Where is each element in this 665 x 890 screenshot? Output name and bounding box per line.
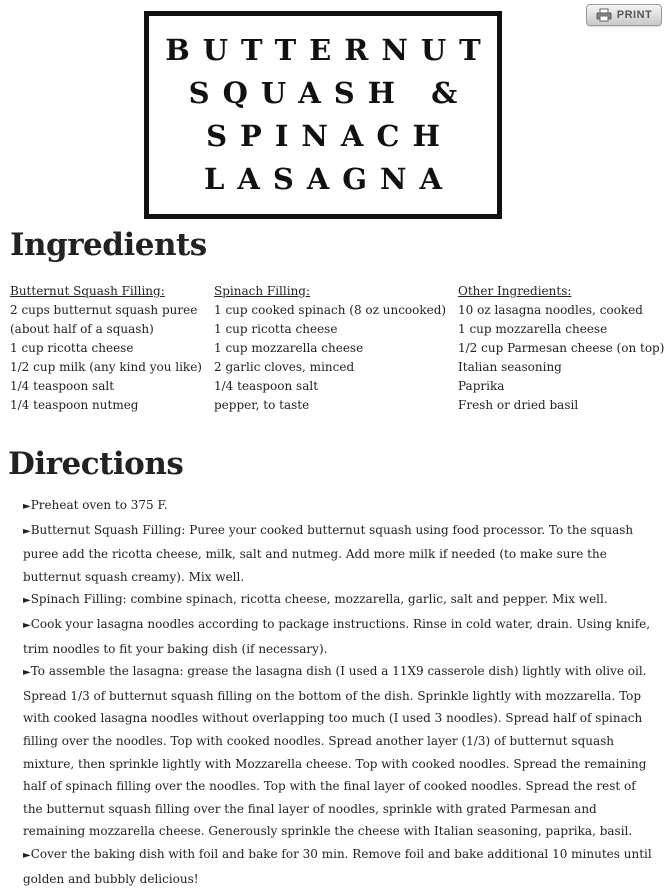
bullet-icon: ► <box>23 667 31 679</box>
ingredient-item: 1 cup ricotta cheese <box>10 341 134 355</box>
ingredient-item: 1/4 teaspoon salt <box>10 379 115 393</box>
bullet-icon: ► <box>23 525 31 537</box>
ingredients-heading: Ingredients <box>10 227 207 263</box>
title-line-4: LASAGNA <box>203 162 456 196</box>
direction-text: Cook your lasagna noodles according to package instructions. Rinse in cold water, drain. Using knife, trim noodles to fit your baking dish (if necessary). <box>23 616 651 656</box>
direction-text: Spinach Filling: combine spinach, ricotta cheese, mozzarella, garlic, salt and pepper. Mix well. <box>30 592 608 607</box>
ingredient-column-butternut <box>10 282 202 415</box>
ingredient-item: 1/2 cup milk (any kind you like) <box>10 360 202 374</box>
direction-step <box>23 588 653 613</box>
ingredient-item: 1 cup cooked spinach (8 oz uncooked) <box>214 303 447 317</box>
ingredient-item: 1/4 teaspoon nutmeg <box>10 398 139 412</box>
bullet-icon: ► <box>23 849 31 861</box>
ingredient-item: 1 cup mozzarella cheese <box>214 341 364 355</box>
direction-text: Preheat oven to 375 F. <box>30 498 168 512</box>
ingredient-item: 1/4 teaspoon salt <box>214 379 319 393</box>
title-line-3: SPINACH <box>206 119 453 153</box>
bullet-icon: ► <box>23 501 31 512</box>
ingredient-item: 10 oz lasagna noodles, cooked <box>458 303 643 317</box>
printer-icon <box>596 8 612 22</box>
ingredient-item: 1/2 cup Parmesan cheese (on top) <box>458 341 665 355</box>
direction-step <box>23 843 653 890</box>
ingredient-column-other <box>458 282 664 415</box>
ingredient-item: 2 cups butternut squash puree <box>10 303 198 317</box>
ingredient-item: Italian seasoning <box>458 360 562 374</box>
bullet-icon: ► <box>23 595 31 607</box>
direction-step <box>23 494 653 519</box>
ingredient-item: 2 garlic cloves, minced <box>214 360 355 374</box>
directions-heading: Directions <box>8 446 184 482</box>
direction-step <box>23 660 653 843</box>
title-line-2: SQUASH & <box>188 76 471 110</box>
column-heading: Other Ingredients: <box>458 284 572 298</box>
ingredient-item: pepper, to taste <box>214 398 310 412</box>
ingredient-item: (about half of a squash) <box>10 322 154 336</box>
title-line-1: BUTTERNUT <box>165 33 494 67</box>
direction-step <box>23 519 653 589</box>
directions-list <box>23 494 653 890</box>
ingredient-item: Paprika <box>458 379 505 393</box>
recipe-title-box <box>144 11 502 219</box>
column-heading: Butternut Squash Filling: <box>10 284 165 298</box>
print-button[interactable] <box>586 4 662 26</box>
column-heading: Spinach Filling: <box>214 284 311 298</box>
direction-step <box>23 613 653 660</box>
bullet-icon: ► <box>23 619 31 631</box>
ingredient-item: 1 cup mozzarella cheese <box>458 322 608 336</box>
direction-text: Butternut Squash Filling: Puree your cooked butternut squash using food processor. To the squash puree add the ricotta cheese, milk, salt and nutmeg. Add more milk if needed (to make sure the butternut squash creamy). Mix well. <box>23 522 634 584</box>
print-button-label: PRINT <box>616 9 653 21</box>
ingredient-column-spinach <box>214 282 446 415</box>
ingredient-item: 1 cup ricotta cheese <box>214 322 338 336</box>
direction-text: Cover the baking dish with foil and bake for 30 min. Remove foil and bake additional 10 minutes until golden and bubbly delicious! <box>23 846 652 886</box>
ingredient-item: Fresh or dried basil <box>458 398 579 412</box>
direction-text: To assemble the lasagna: grease the lasagna dish (I used a 11X9 casserole dish) lightly with olive oil. Spread 1/3 of butternut squash filling on the bottom of the dish. Sprinkle lightly with mozzarella. Top with cooked lasagna noodles without overlapping too much (I used 3 noodles). Spread half of spinach filling over the noodles. Top with cooked noodles. Spread another layer (1/3) of butternut squash mixture, then sprinkle lightly with Mozzarella cheese. Top with cooked noodles. Spread the remaining half of spinach filling over the noodles. Top with the final layer of cooked noodles. Spread the rest of the butternut squash filling over the final layer of noodles, sprinkle with grated Parmesan and remaining mozzarella cheese. Generously sprinkle the cheese with Italian seasoning, paprika, basil. <box>23 664 647 839</box>
